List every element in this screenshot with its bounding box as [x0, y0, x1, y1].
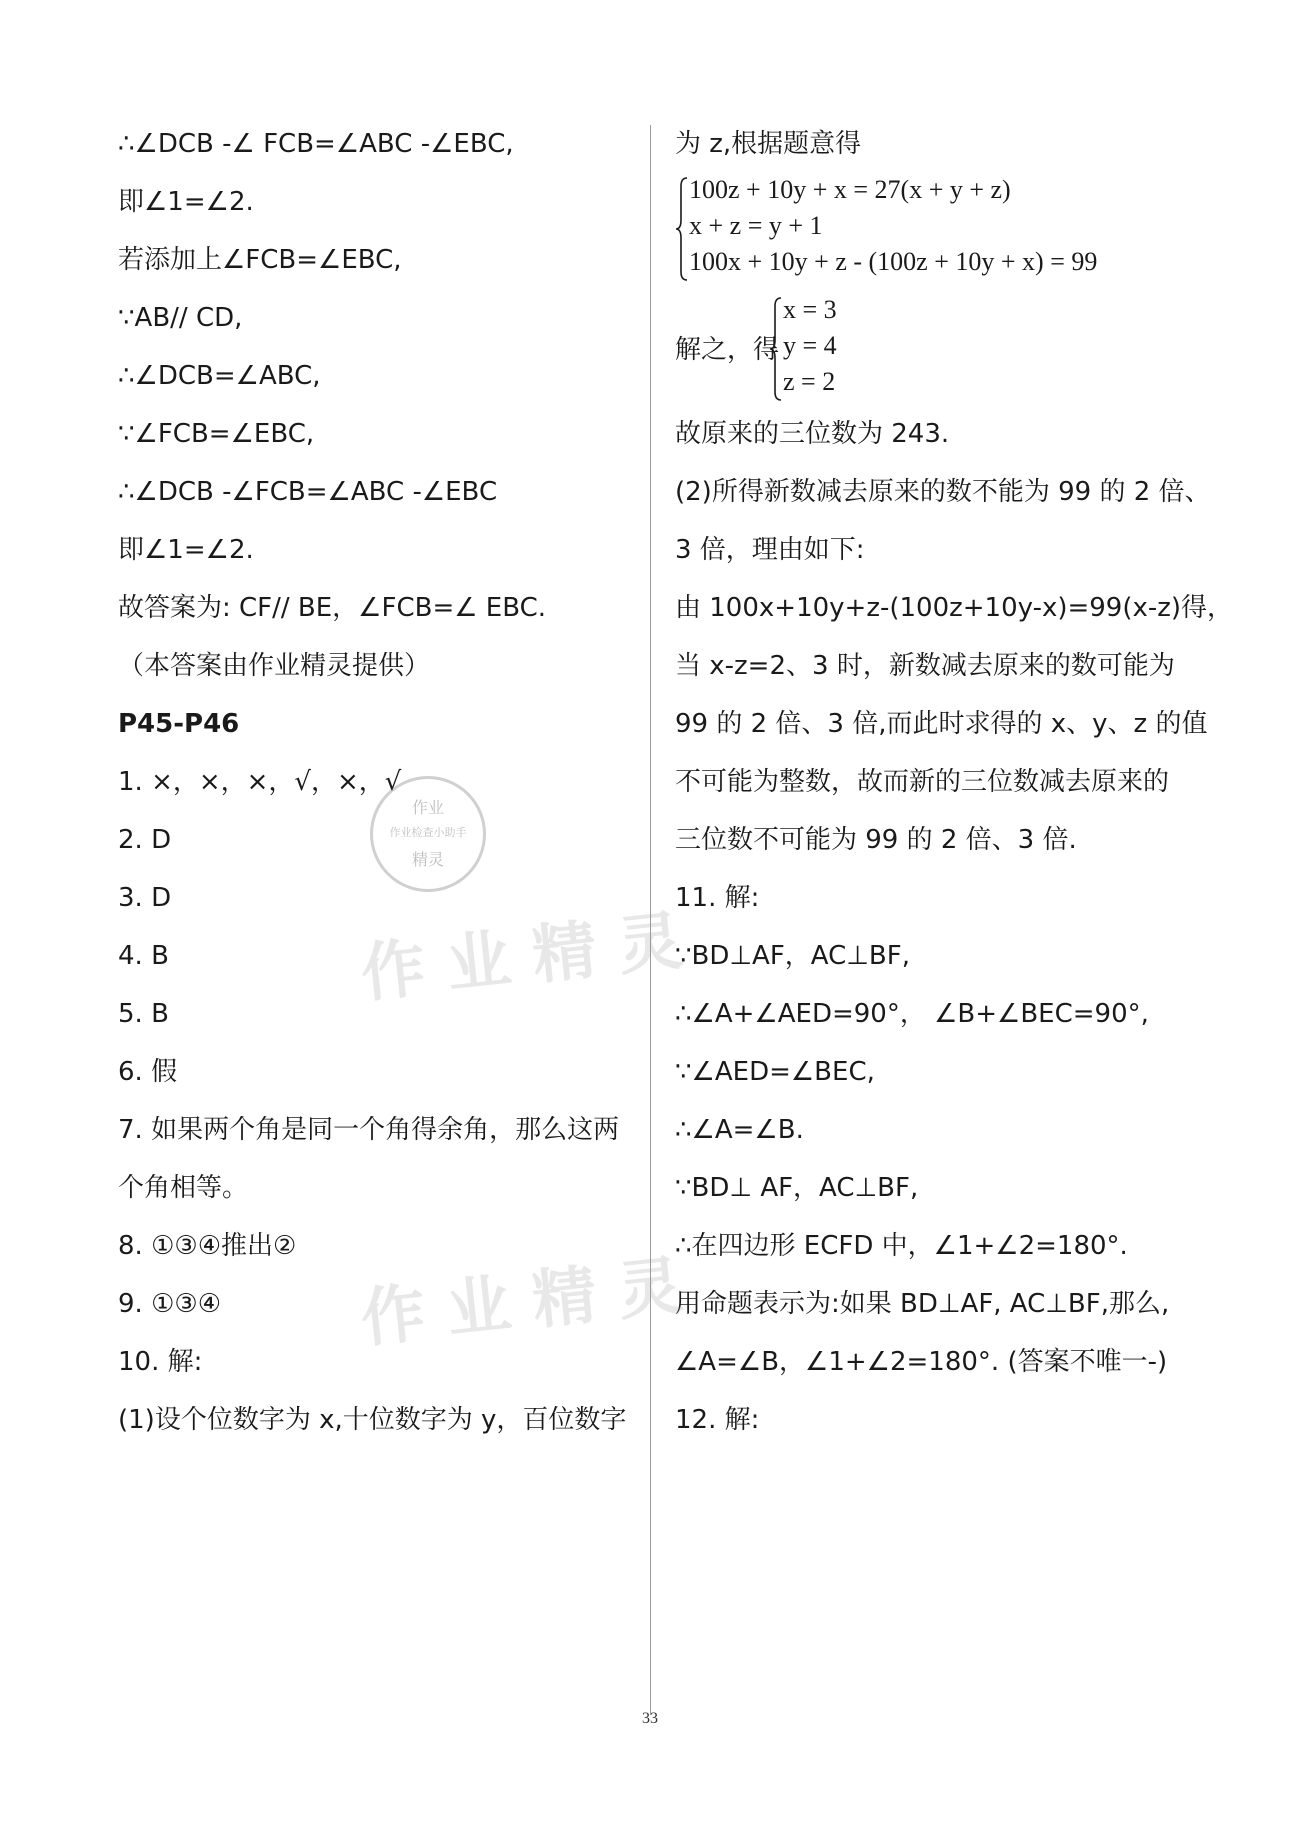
- text-line: ∵∠FCB=∠EBC,: [118, 419, 315, 449]
- answer-7-cont: 个角相等。: [118, 1173, 249, 1203]
- equation: z = 2: [783, 367, 836, 396]
- equation-system-2: [769, 294, 889, 404]
- text-line: ∴∠DCB -∠ FCB=∠ABC -∠EBC,: [118, 129, 514, 159]
- text-line: 即∠1=∠2.: [118, 187, 254, 217]
- text-line: 若添加上∠FCB=∠EBC,: [118, 245, 402, 275]
- answer-8: 8. ①③④推出②: [118, 1231, 297, 1261]
- answer-1: 1. ×，×，×，√，×，√: [118, 767, 402, 797]
- text-line: ∴∠DCB -∠FCB=∠ABC -∠EBC: [118, 477, 498, 507]
- answer-3: 3. D: [118, 883, 172, 913]
- answer-7: 7. 如果两个角是同一个角得余角，那么这两: [118, 1115, 620, 1145]
- text-line: 故原来的三位数为 243.: [675, 419, 950, 449]
- text-line: 即∠1=∠2.: [118, 535, 254, 565]
- answer-5: 5. B: [118, 999, 169, 1029]
- answer-11: 11. 解:: [675, 883, 760, 913]
- text-line: 由 100x+10y+z-(100z+10y-x)=99(x-z)得，: [675, 593, 1234, 623]
- text-line: 为 z,根据题意得: [675, 129, 862, 159]
- text-line: ∠A=∠B，∠1+∠2=180°. (答案不唯一-): [675, 1347, 1168, 1377]
- stamp-middle-text: 作业检查小助手: [389, 826, 467, 839]
- equation-system-1: [675, 174, 1175, 284]
- section-heading: P45-P46: [118, 709, 240, 739]
- answer-4: 4. B: [118, 941, 169, 971]
- watermark: 作业精灵: [357, 1247, 708, 1357]
- text-line: (2)所得新数减去原来的数不能为 99 的 2 倍、: [675, 477, 1211, 507]
- text-line: 3 倍，理由如下:: [675, 535, 865, 565]
- text-line: ∴∠A+∠AED=90°， ∠B+∠BEC=90°,: [675, 999, 1149, 1029]
- answer-2: 2. D: [118, 825, 172, 855]
- text-line: 99 的 2 倍、3 倍,而此时求得的 x、y、z 的值: [675, 709, 1208, 739]
- watermark: 作业精灵: [357, 902, 708, 1012]
- text-line: 用命题表示为:如果 BD⊥AF, AC⊥BF,那么,: [675, 1289, 1170, 1319]
- answer-9: 9. ①③④: [118, 1289, 221, 1319]
- equation: x + z = y + 1: [689, 211, 823, 240]
- answer-line: 故答案为: CF// BE，∠FCB=∠ EBC.: [118, 593, 547, 623]
- equation: 100x + 10y + z - (100z + 10y + x) = 99: [689, 247, 1098, 276]
- text-line: ∵∠AED=∠BEC,: [675, 1057, 875, 1087]
- equation: 100z + 10y + x = 27(x + y + z): [689, 175, 1011, 204]
- text-line: 不可能为整数，故而新的三位数减去原来的: [675, 767, 1170, 797]
- text-line: ∴∠A=∠B.: [675, 1115, 804, 1145]
- text-line: ∵BD⊥AF，AC⊥BF,: [675, 941, 910, 971]
- text-line: ∵BD⊥ AF，AC⊥BF,: [675, 1173, 919, 1203]
- page-number: 33: [642, 1710, 658, 1727]
- answer-10: 10. 解:: [118, 1347, 203, 1377]
- text-line: (1)设个位数字为 x,十位数字为 y，百位数字: [118, 1405, 627, 1435]
- solve-label: 解之，得: [675, 335, 780, 365]
- logo-stamp: [370, 776, 486, 892]
- text-line: 当 x-z=2、3 时，新数减去原来的数可能为: [675, 651, 1175, 681]
- left-brace-icon: [769, 296, 783, 402]
- answer-6: 6. 假: [118, 1057, 178, 1087]
- text-line: ∴在四边形 ECFD 中，∠1+∠2=180°.: [675, 1231, 1128, 1261]
- stamp-top-text: 作业: [411, 798, 444, 817]
- stamp-bottom-text: 精灵: [411, 850, 444, 869]
- text-line: 三位数不可能为 99 的 2 倍、3 倍.: [675, 825, 1077, 855]
- answer-12: 12. 解:: [675, 1405, 760, 1435]
- left-brace-icon: [675, 176, 689, 282]
- equation: x = 3: [783, 295, 837, 324]
- equation: y = 4: [783, 331, 837, 360]
- text-line: ∴∠DCB=∠ABC,: [118, 361, 321, 391]
- credit-note: （本答案由作业精灵提供）: [118, 651, 431, 681]
- text-line: ∵AB// CD,: [118, 303, 243, 333]
